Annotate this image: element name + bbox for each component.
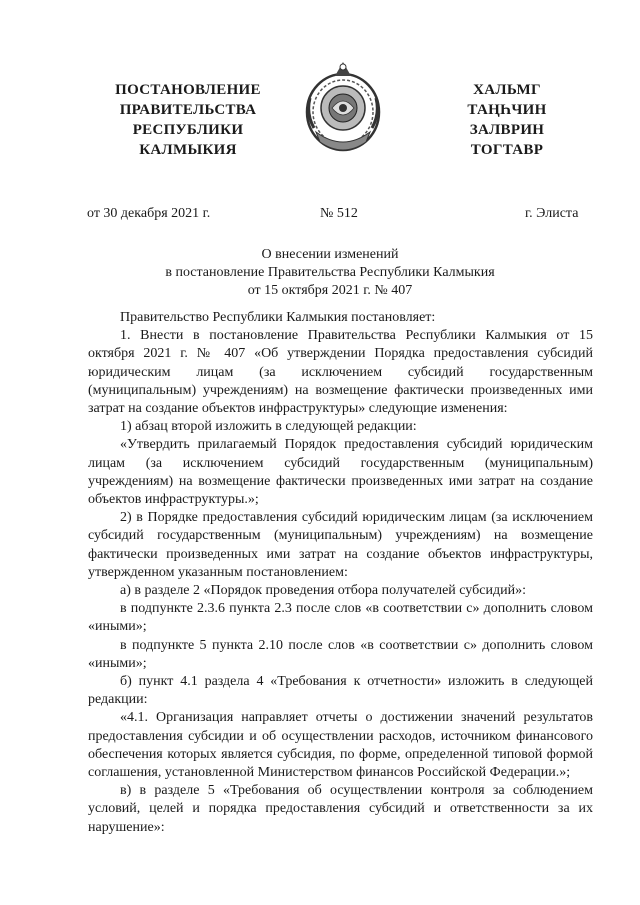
- body-paragraph: в подпункте 5 пункта 2.10 после слов «в соответствии с» дополнить словом «иными»;: [88, 637, 593, 671]
- title-line: О внесении изменений: [261, 247, 399, 262]
- title-line: от 15 октября 2021 г. № 407: [247, 283, 413, 298]
- body-paragraph: 2) в Порядке предоставления субсидий юридическим лицам (за исключением субсидий государственным (муниципальным) учреждениям) на возмещение фактически произведенных ими затрат на создание объектов инфраструктуры, утвержденном указанным постановлением:: [88, 510, 593, 580]
- title-line: в постановление Правительства Республики Калмыкия: [165, 265, 495, 280]
- body-paragraph: 1. Внести в постановление Правительства Республики Калмыкия от 15 октября 2021 г. № 407 «Об утверждении Порядка предоставления субсидий юридическим лицам (за исключением субсидий государственным (муниципальным) учреждениям) на возмещение фактически произведенных ими затрат на создание объектов инфраструктуры» следующие изменения:: [88, 328, 593, 417]
- header-right-line: ТОГТАВР: [470, 142, 544, 158]
- header-left-title: [88, 80, 288, 160]
- header-left-line: ПОСТАНОВЛЕНИЕ: [115, 82, 261, 98]
- kalmykia-coat-of-arms-icon: [302, 58, 384, 158]
- body-paragraph: «4.1. Организация направляет отчеты о достижении значений результатов предоставления субсидии и об осуществлении расходов, источником финансового обеспечения которых является субсидия, по форме, определенной типовой формой соглашения, установленной Министерством финансов Российской Федерации.»;: [88, 710, 593, 781]
- document-date: от 30 декабря 2021 г.: [87, 206, 211, 221]
- header-left-line: РЕСПУБЛИКИ: [132, 122, 244, 138]
- body-paragraph: а) в разделе 2 «Порядок проведения отбора получателей субсидий»:: [120, 583, 526, 599]
- body-paragraph: Правительство Республики Калмыкия постановляет:: [120, 310, 436, 325]
- header-left-line: ПРАВИТЕЛЬСТВА: [119, 102, 257, 118]
- header-right-line: ЗАЛВРИН: [469, 122, 545, 138]
- document-body: [88, 309, 593, 837]
- body-paragraph: 1) абзац второй изложить в следующей редакции:: [120, 419, 417, 435]
- body-paragraph: в) в разделе 5 «Требования об осуществлении контроля за соблюдением условий, целей и порядка предоставления субсидий и ответственности за их нарушение»:: [88, 783, 593, 835]
- header-right-title: [447, 80, 567, 160]
- header-right-line: ХАЛЬМГ: [473, 82, 541, 98]
- header-right-line: ТАҢҺЧИН: [467, 102, 547, 118]
- header-left-line: КАЛМЫКИЯ: [139, 142, 237, 158]
- document-title: [150, 246, 510, 300]
- body-paragraph: б) пункт 4.1 раздела 4 «Требования к отчетности» изложить в следующей редакции:: [88, 674, 593, 708]
- body-paragraph: «Утвердить прилагаемый Порядок предоставления субсидий юридическим лицам (за исключением субсидий государственным (муниципальным) учреждениям) на возмещение фактически произведенных ими затрат на создание объектов инфраструктуры.»;: [88, 437, 593, 508]
- document-number: № 512: [320, 206, 358, 221]
- body-paragraph: в подпункте 2.3.6 пункта 2.3 после слов «в соответствии с» дополнить словом «иными»;: [88, 601, 593, 635]
- document-city: г. Элиста: [525, 206, 579, 221]
